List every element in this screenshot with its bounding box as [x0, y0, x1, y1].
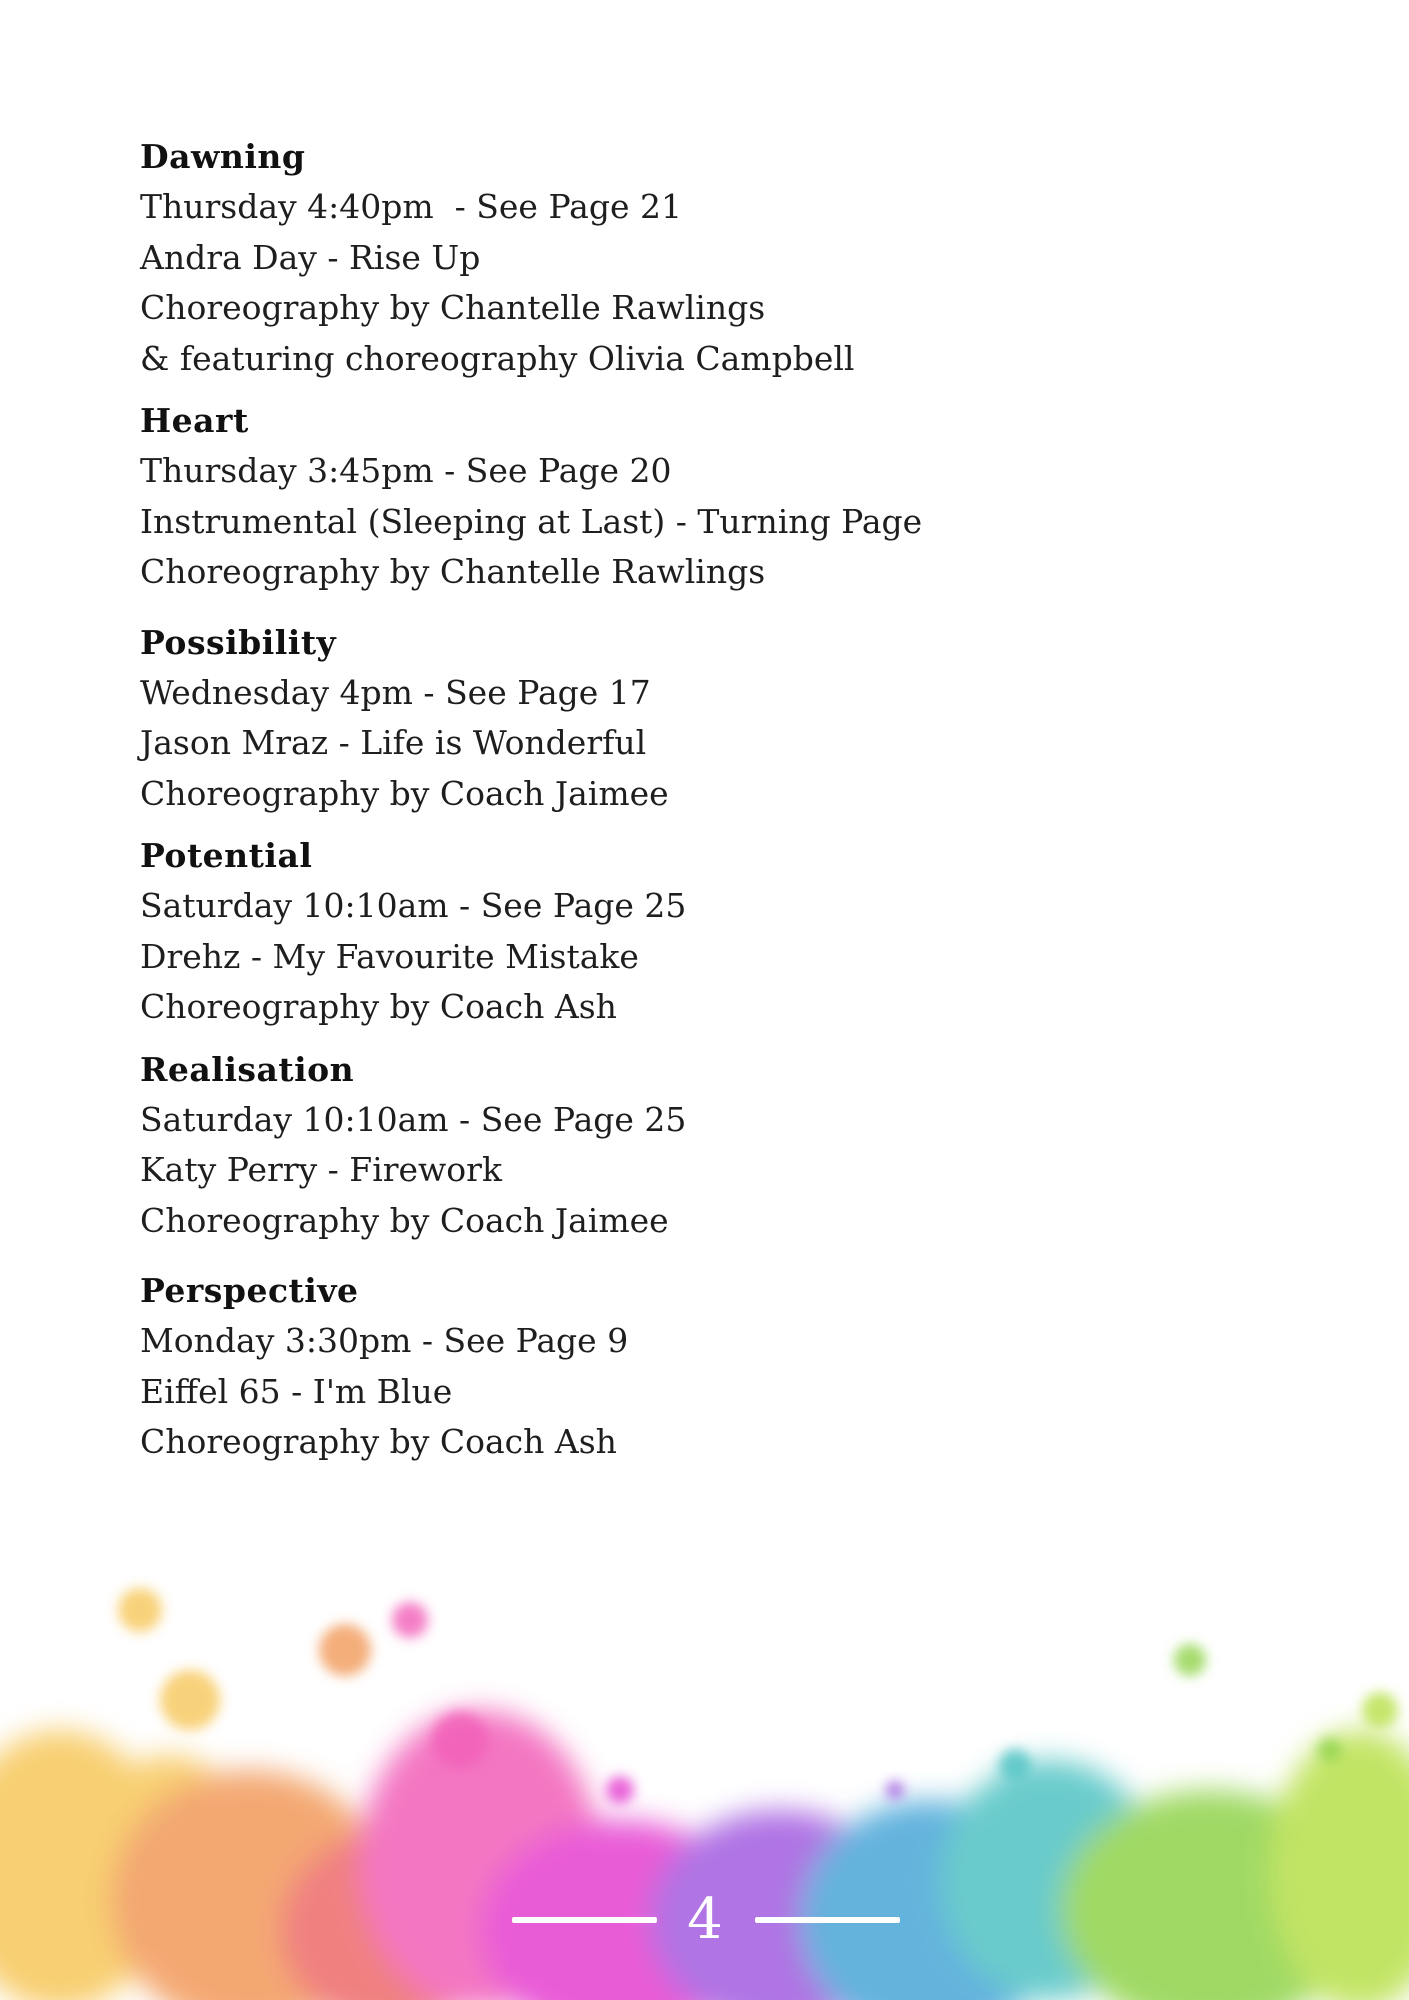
entry-time: Thursday 3:45pm - See Page 20: [140, 451, 672, 490]
entry-potential: [140, 831, 1290, 1033]
entry-choreographer: Choreography by Coach Ash: [140, 1422, 617, 1461]
drop-pink: [392, 1602, 428, 1638]
entry-choreographer: Choreography by Chantelle Rawlings: [140, 288, 766, 327]
entry-title: Perspective: [140, 1271, 359, 1310]
drop-orange: [319, 1624, 371, 1676]
entry-title: Heart: [140, 401, 249, 440]
drop-yellow: [118, 1588, 162, 1632]
entry-possibility: [140, 618, 1290, 820]
entry-perspective: [140, 1266, 1290, 1468]
entry-title: Realisation: [140, 1049, 355, 1089]
entry-choreographer: Choreography by Coach Ash: [140, 987, 617, 1026]
drop-purple: [886, 1781, 904, 1799]
page-number: 4: [687, 1887, 723, 1952]
page-number-footer: [0, 1880, 1409, 1960]
entry-choreographer: Choreography by Chantelle Rawlings: [140, 552, 766, 591]
entry-title: Potential: [140, 836, 313, 875]
entry-choreographer: Choreography by Coach Jaimee: [140, 1200, 669, 1240]
entry-song: Drehz - My Favourite Mistake: [140, 936, 639, 976]
drop-teal: [999, 1749, 1031, 1781]
entry-dawning: [140, 132, 1290, 384]
entry-song: Andra Day - Rise Up: [140, 237, 481, 277]
entry-song: Instrumental (Sleeping at Last) - Turning Page: [140, 501, 923, 541]
show-listing: [140, 132, 1290, 1468]
right-rule: [755, 1917, 900, 1923]
drop-pink-2: [432, 1712, 488, 1768]
left-rule: [512, 1917, 657, 1923]
entry-choreographer: Choreography by Coach Jaimee: [140, 773, 669, 813]
drop-green: [1174, 1644, 1206, 1676]
entry-time: Wednesday 4pm - See Page 17: [140, 672, 651, 712]
entry-time: Monday 3:30pm - See Page 9: [140, 1321, 629, 1360]
entry-title: Possibility: [140, 622, 337, 662]
entry-title: Dawning: [140, 137, 306, 176]
entry-song: Eiffel 65 - I'm Blue: [140, 1371, 453, 1411]
entry-realisation: [140, 1045, 1290, 1247]
drop-magenta: [606, 1776, 634, 1804]
entry-time: Thursday 4:40pm - See Page 21: [140, 187, 682, 226]
drop-yellow-2: [160, 1670, 220, 1730]
entry-song: Katy Perry - Firework: [140, 1150, 502, 1189]
entry-song: Jason Mraz - Life is Wonderful: [140, 723, 647, 762]
entry-time: Saturday 10:10am - See Page 25: [140, 1099, 687, 1139]
drop-lime: [1362, 1692, 1398, 1728]
drop-green-2: [1318, 1738, 1342, 1762]
entry-heart: [140, 396, 1290, 598]
entry-time: Saturday 10:10am - See Page 25: [140, 886, 687, 925]
entry-featuring: & featuring choreography Olivia Campbell: [140, 338, 855, 378]
